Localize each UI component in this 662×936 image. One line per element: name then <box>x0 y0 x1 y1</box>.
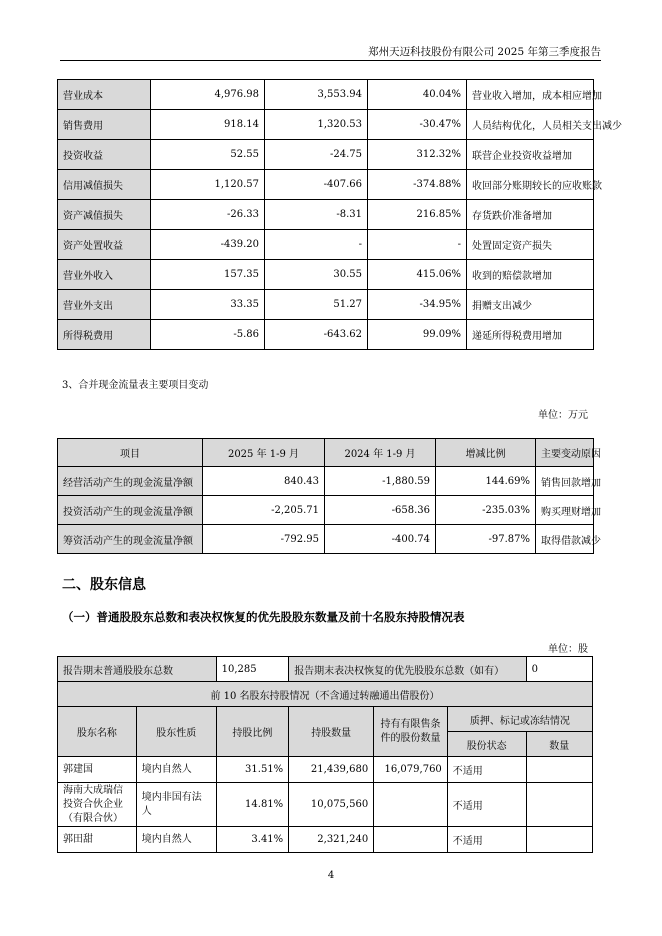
table-row <box>58 140 594 170</box>
income-cell-reason: 收回部分账期较长的应收账款 <box>467 170 594 200</box>
cashflow-cell-item: 筹资活动产生的现金流量净额 <box>58 525 203 554</box>
cashflow-table <box>57 438 601 554</box>
header-restricted: 持有有限售条件的股份数量 <box>374 707 448 757</box>
cashflow-header-2024: 2024 年 1-9 月 <box>325 439 436 467</box>
cashflow-section-title: 3、合并现金流量表主要项目变动 <box>62 380 209 391</box>
header-pledge-group: 质押、标记或冻结情况 <box>447 707 592 732</box>
holder-nature: 境内非国有法人 <box>136 783 216 827</box>
holder-name: 郭田甜 <box>58 827 137 853</box>
holder-status: 不适用 <box>447 757 526 783</box>
cashflow-header-reason: 主要变动原因 <box>536 439 594 467</box>
income-cell-ratio: 415.06% <box>368 260 467 290</box>
pref-holders-label: 报告期末表决权恢复的优先股股东总数（如有） <box>289 657 526 682</box>
income-cell-ratio: 40.04% <box>368 80 467 110</box>
income-change-table <box>57 79 622 350</box>
income-cell-item: 销售费用 <box>58 110 151 140</box>
income-cell-previous: 1,320.53 <box>265 110 368 140</box>
holder-ratio: 3.41% <box>216 827 289 853</box>
income-cell-previous: 3,553.94 <box>265 80 368 110</box>
income-cell-current: 4,976.98 <box>151 80 265 110</box>
holder-count: 21,439,680 <box>289 757 374 783</box>
holder-count: 2,321,240 <box>289 827 374 853</box>
header-ratio: 持股比例 <box>216 707 289 757</box>
income-cell-reason: 递延所得税费用增加 <box>467 320 594 350</box>
cashflow-cell-current: -792.95 <box>203 525 325 554</box>
header-quantity: 数量 <box>526 732 592 757</box>
cashflow-cell-previous: -400.74 <box>325 525 436 554</box>
income-cell-reason: 收到的赔偿款增加 <box>467 260 594 290</box>
cashflow-cell-ratio: 144.69% <box>436 467 536 496</box>
income-cell-reason: 处置固定资产损失 <box>467 230 594 260</box>
table-row <box>58 827 593 853</box>
holder-restricted: 16,079,760 <box>374 757 448 783</box>
income-cell-previous: -24.75 <box>265 140 368 170</box>
income-cell-item: 营业外支出 <box>58 290 151 320</box>
cashflow-cell-reason: 取得借款减少 <box>536 525 594 554</box>
income-cell-ratio: - <box>368 230 467 260</box>
cashflow-cell-ratio: -235.03% <box>436 496 536 525</box>
cashflow-cell-previous: -1,880.59 <box>325 467 436 496</box>
income-cell-previous: - <box>265 230 368 260</box>
holder-quantity <box>526 783 592 827</box>
table-row <box>58 170 594 200</box>
holder-quantity <box>526 757 592 783</box>
income-cell-item: 营业外收入 <box>58 260 151 290</box>
holder-nature: 境内自然人 <box>136 757 216 783</box>
cashflow-header-ratio: 增减比例 <box>436 439 536 467</box>
income-cell-item: 资产处置收益 <box>58 230 151 260</box>
holder-ratio: 31.51% <box>216 757 289 783</box>
shareholders-table <box>57 656 593 853</box>
page-number: 4 <box>327 870 335 881</box>
holder-count: 10,075,560 <box>289 783 374 827</box>
income-cell-ratio: 312.32% <box>368 140 467 170</box>
income-cell-reason: 捐赠支出减少 <box>467 290 594 320</box>
holder-quantity <box>526 827 592 853</box>
income-cell-ratio: 99.09% <box>368 320 467 350</box>
cashflow-cell-item: 经营活动产生的现金流量净额 <box>58 467 203 496</box>
income-cell-reason: 人员结构优化，人员相关支出减少 <box>467 110 594 140</box>
income-cell-reason: 营业收入增加，成本相应增加 <box>467 80 594 110</box>
income-cell-current: 157.35 <box>151 260 265 290</box>
header-status: 股份状态 <box>447 732 526 757</box>
table-row <box>58 496 594 525</box>
income-cell-previous: -8.31 <box>265 200 368 230</box>
income-cell-current: -5.86 <box>151 320 265 350</box>
income-cell-ratio: 216.85% <box>368 200 467 230</box>
income-cell-item: 投资收益 <box>58 140 151 170</box>
report-header-title: 郑州天迈科技股份有限公司 2025 年第三季度报告 <box>368 46 601 58</box>
income-cell-previous: -407.66 <box>265 170 368 200</box>
income-cell-previous: 51.27 <box>265 290 368 320</box>
table-row <box>58 783 593 827</box>
income-cell-previous: -643.62 <box>265 320 368 350</box>
subsection-heading: （一）普通股股东总数和表决权恢复的优先股股东数量及前十名股东持股情况表 <box>62 610 465 624</box>
cashflow-header-item: 项目 <box>58 439 203 467</box>
income-cell-current: -26.33 <box>151 200 265 230</box>
pref-holders-value: 0 <box>526 657 592 682</box>
cashflow-cell-current: 840.43 <box>203 467 325 496</box>
holder-ratio: 14.81% <box>216 783 289 827</box>
income-cell-current: 918.14 <box>151 110 265 140</box>
total-holders-value: 10,285 <box>216 657 289 682</box>
income-cell-ratio: -30.47% <box>368 110 467 140</box>
holder-name: 郭建国 <box>58 757 137 783</box>
total-holders-label: 报告期末普通股股东总数 <box>58 657 217 682</box>
holder-status: 不适用 <box>447 783 526 827</box>
holder-nature: 境内自然人 <box>136 827 216 853</box>
table-row <box>58 320 594 350</box>
shareholders-unit: 单位：股 <box>548 644 588 655</box>
income-cell-current: -439.20 <box>151 230 265 260</box>
income-cell-ratio: -34.95% <box>368 290 467 320</box>
table-row <box>58 200 594 230</box>
cashflow-header-2025: 2025 年 1-9 月 <box>203 439 325 467</box>
holder-restricted <box>374 827 448 853</box>
table-row <box>58 230 594 260</box>
income-cell-reason: 联营企业投资收益增加 <box>467 140 594 170</box>
holder-status: 不适用 <box>447 827 526 853</box>
cashflow-cell-ratio: -97.87% <box>436 525 536 554</box>
table-row <box>58 110 594 140</box>
holder-restricted <box>374 783 448 827</box>
table-row <box>58 260 594 290</box>
income-cell-previous: 30.55 <box>265 260 368 290</box>
income-cell-item: 营业成本 <box>58 80 151 110</box>
cashflow-cell-previous: -658.36 <box>325 496 436 525</box>
section-heading: 二、股东信息 <box>62 577 146 593</box>
income-cell-current: 52.55 <box>151 140 265 170</box>
income-cell-item: 资产减值损失 <box>58 200 151 230</box>
table-row <box>58 757 593 783</box>
income-cell-current: 1,120.57 <box>151 170 265 200</box>
table-row <box>58 80 594 110</box>
header-rule <box>60 60 601 61</box>
income-cell-item: 信用减值损失 <box>58 170 151 200</box>
cashflow-cell-reason: 销售回款增加 <box>536 467 594 496</box>
cashflow-cell-reason: 购买理财增加 <box>536 496 594 525</box>
cashflow-cell-item: 投资活动产生的现金流量净额 <box>58 496 203 525</box>
top10-title: 前 10 名股东持股情况（不含通过转融通出借股份） <box>58 682 593 707</box>
income-cell-item: 所得税费用 <box>58 320 151 350</box>
income-cell-current: 33.35 <box>151 290 265 320</box>
header-count: 持股数量 <box>289 707 374 757</box>
income-cell-reason: 存货跌价准备增加 <box>467 200 594 230</box>
header-nature: 股东性质 <box>136 707 216 757</box>
header-name: 股东名称 <box>58 707 137 757</box>
table-row <box>58 525 594 554</box>
cashflow-unit: 单位：万元 <box>538 410 588 421</box>
income-cell-ratio: -374.88% <box>368 170 467 200</box>
table-row <box>58 467 594 496</box>
cashflow-cell-current: -2,205.71 <box>203 496 325 525</box>
holder-name: 海南大成瑞信投资合伙企业（有限合伙） <box>58 783 137 827</box>
table-row <box>58 290 594 320</box>
